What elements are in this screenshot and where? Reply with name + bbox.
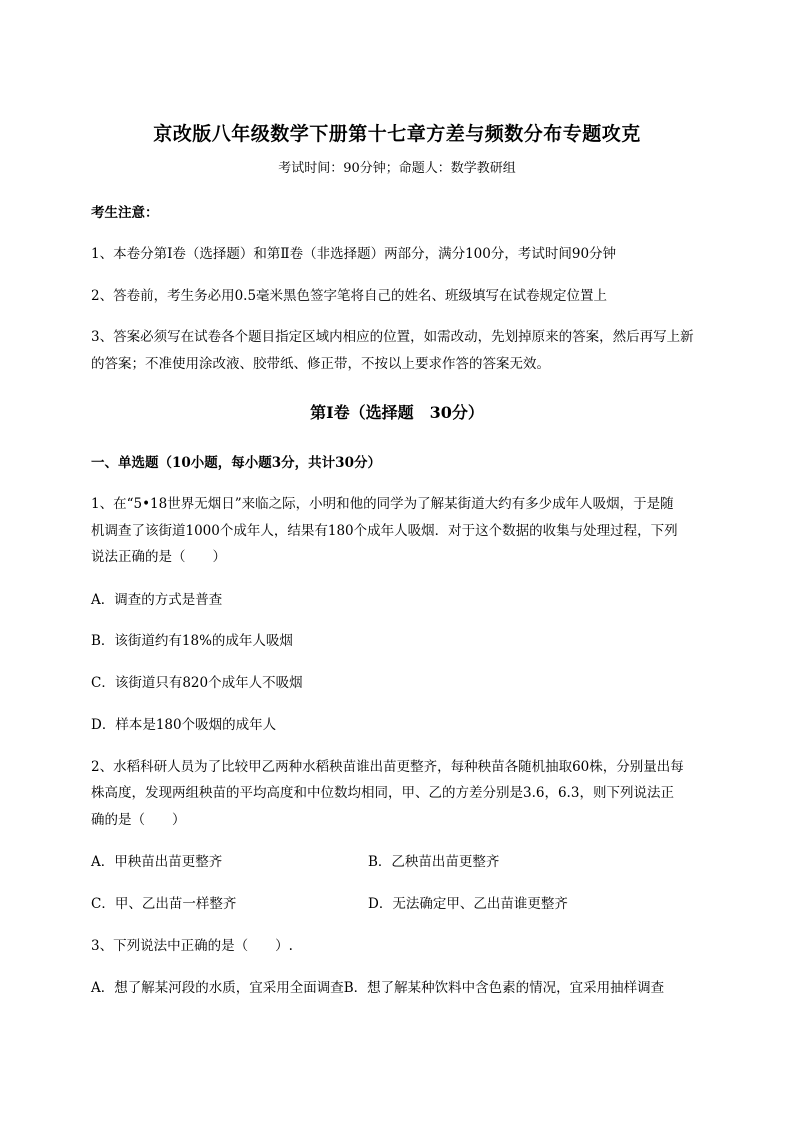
question-2-text: 确的是（ ） (91, 812, 186, 828)
question-2-text: 株高度，发现两组秧苗的平均高度和中位数均相同，甲、乙的方差分别是3.6，6.3，则下列说法正 (91, 785, 674, 801)
question-2-text: 2、水稻科研人员为了比较甲乙两种水稻秧苗谁出苗更整齐，每种秧苗各随机抽取60株，分别量出每 (91, 759, 684, 775)
exam-info: 考试时间：90分钟；命题人：数学教研组 (278, 161, 516, 176)
note-item: 3、答案必须写在试卷各个题目指定区域内相应的位置，如需改动，先划掉原来的答案，然后再写上新 (91, 329, 694, 345)
question-1-text: 说法正确的是（ ） (91, 549, 226, 565)
option-a: A．调查的方式是普查 (91, 592, 223, 608)
option-a: A．甲秧苗出苗更整齐 (91, 854, 223, 870)
option-b: B．乙秧苗出苗更整齐 (368, 854, 500, 870)
notes-heading: 考生注意： (91, 205, 159, 221)
question-1-text: 1、在“5•18世界无烟日”来临之际，小明和他的同学为了解某街道大约有多少成年人吸烟，于是随 (91, 496, 674, 512)
option-c: C．该街道只有820个成年人不吸烟 (91, 675, 303, 691)
option-d: D．无法确定甲、乙出苗谁更整齐 (368, 896, 568, 912)
section-heading: 一、单选题（10小题，每小题3分，共计30分） (91, 455, 381, 471)
option-a-b: A．想了解某河段的水质，宜采用全面调查B．想了解某种饮料中含色素的情况，宜采用抽样调查 (91, 980, 665, 996)
note-item: 2、答卷前，考生务必用0.5毫米黑色签字笔将自己的姓名、班级填写在试卷规定位置上 (91, 288, 608, 304)
section-title: 第I卷（选择题 30分） (310, 403, 484, 422)
option-c: C．甲、乙出苗一样整齐 (91, 896, 237, 912)
question-1-text: 机调查了该街道1000个成年人，结果有180个成年人吸烟．对于这个数据的收集与处理过程，下列 (91, 523, 678, 539)
note-item-continued: 的答案；不准使用涂改液、胶带纸、修正带，不按以上要求作答的答案无效。 (91, 356, 550, 372)
note-item: 1、本卷分第I卷（选择题）和第Ⅱ卷（非选择题）两部分，满分100分，考试时间90分钟 (91, 246, 617, 262)
page-title: 京改版八年级数学下册第十七章方差与频数分布专题攻克 (153, 123, 641, 145)
question-3-text: 3、下列说法中正确的是（ ）. (91, 938, 293, 954)
option-d: D．样本是180个吸烟的成年人 (91, 717, 277, 733)
option-b: B．该街道约有18%的成年人吸烟 (91, 633, 293, 649)
